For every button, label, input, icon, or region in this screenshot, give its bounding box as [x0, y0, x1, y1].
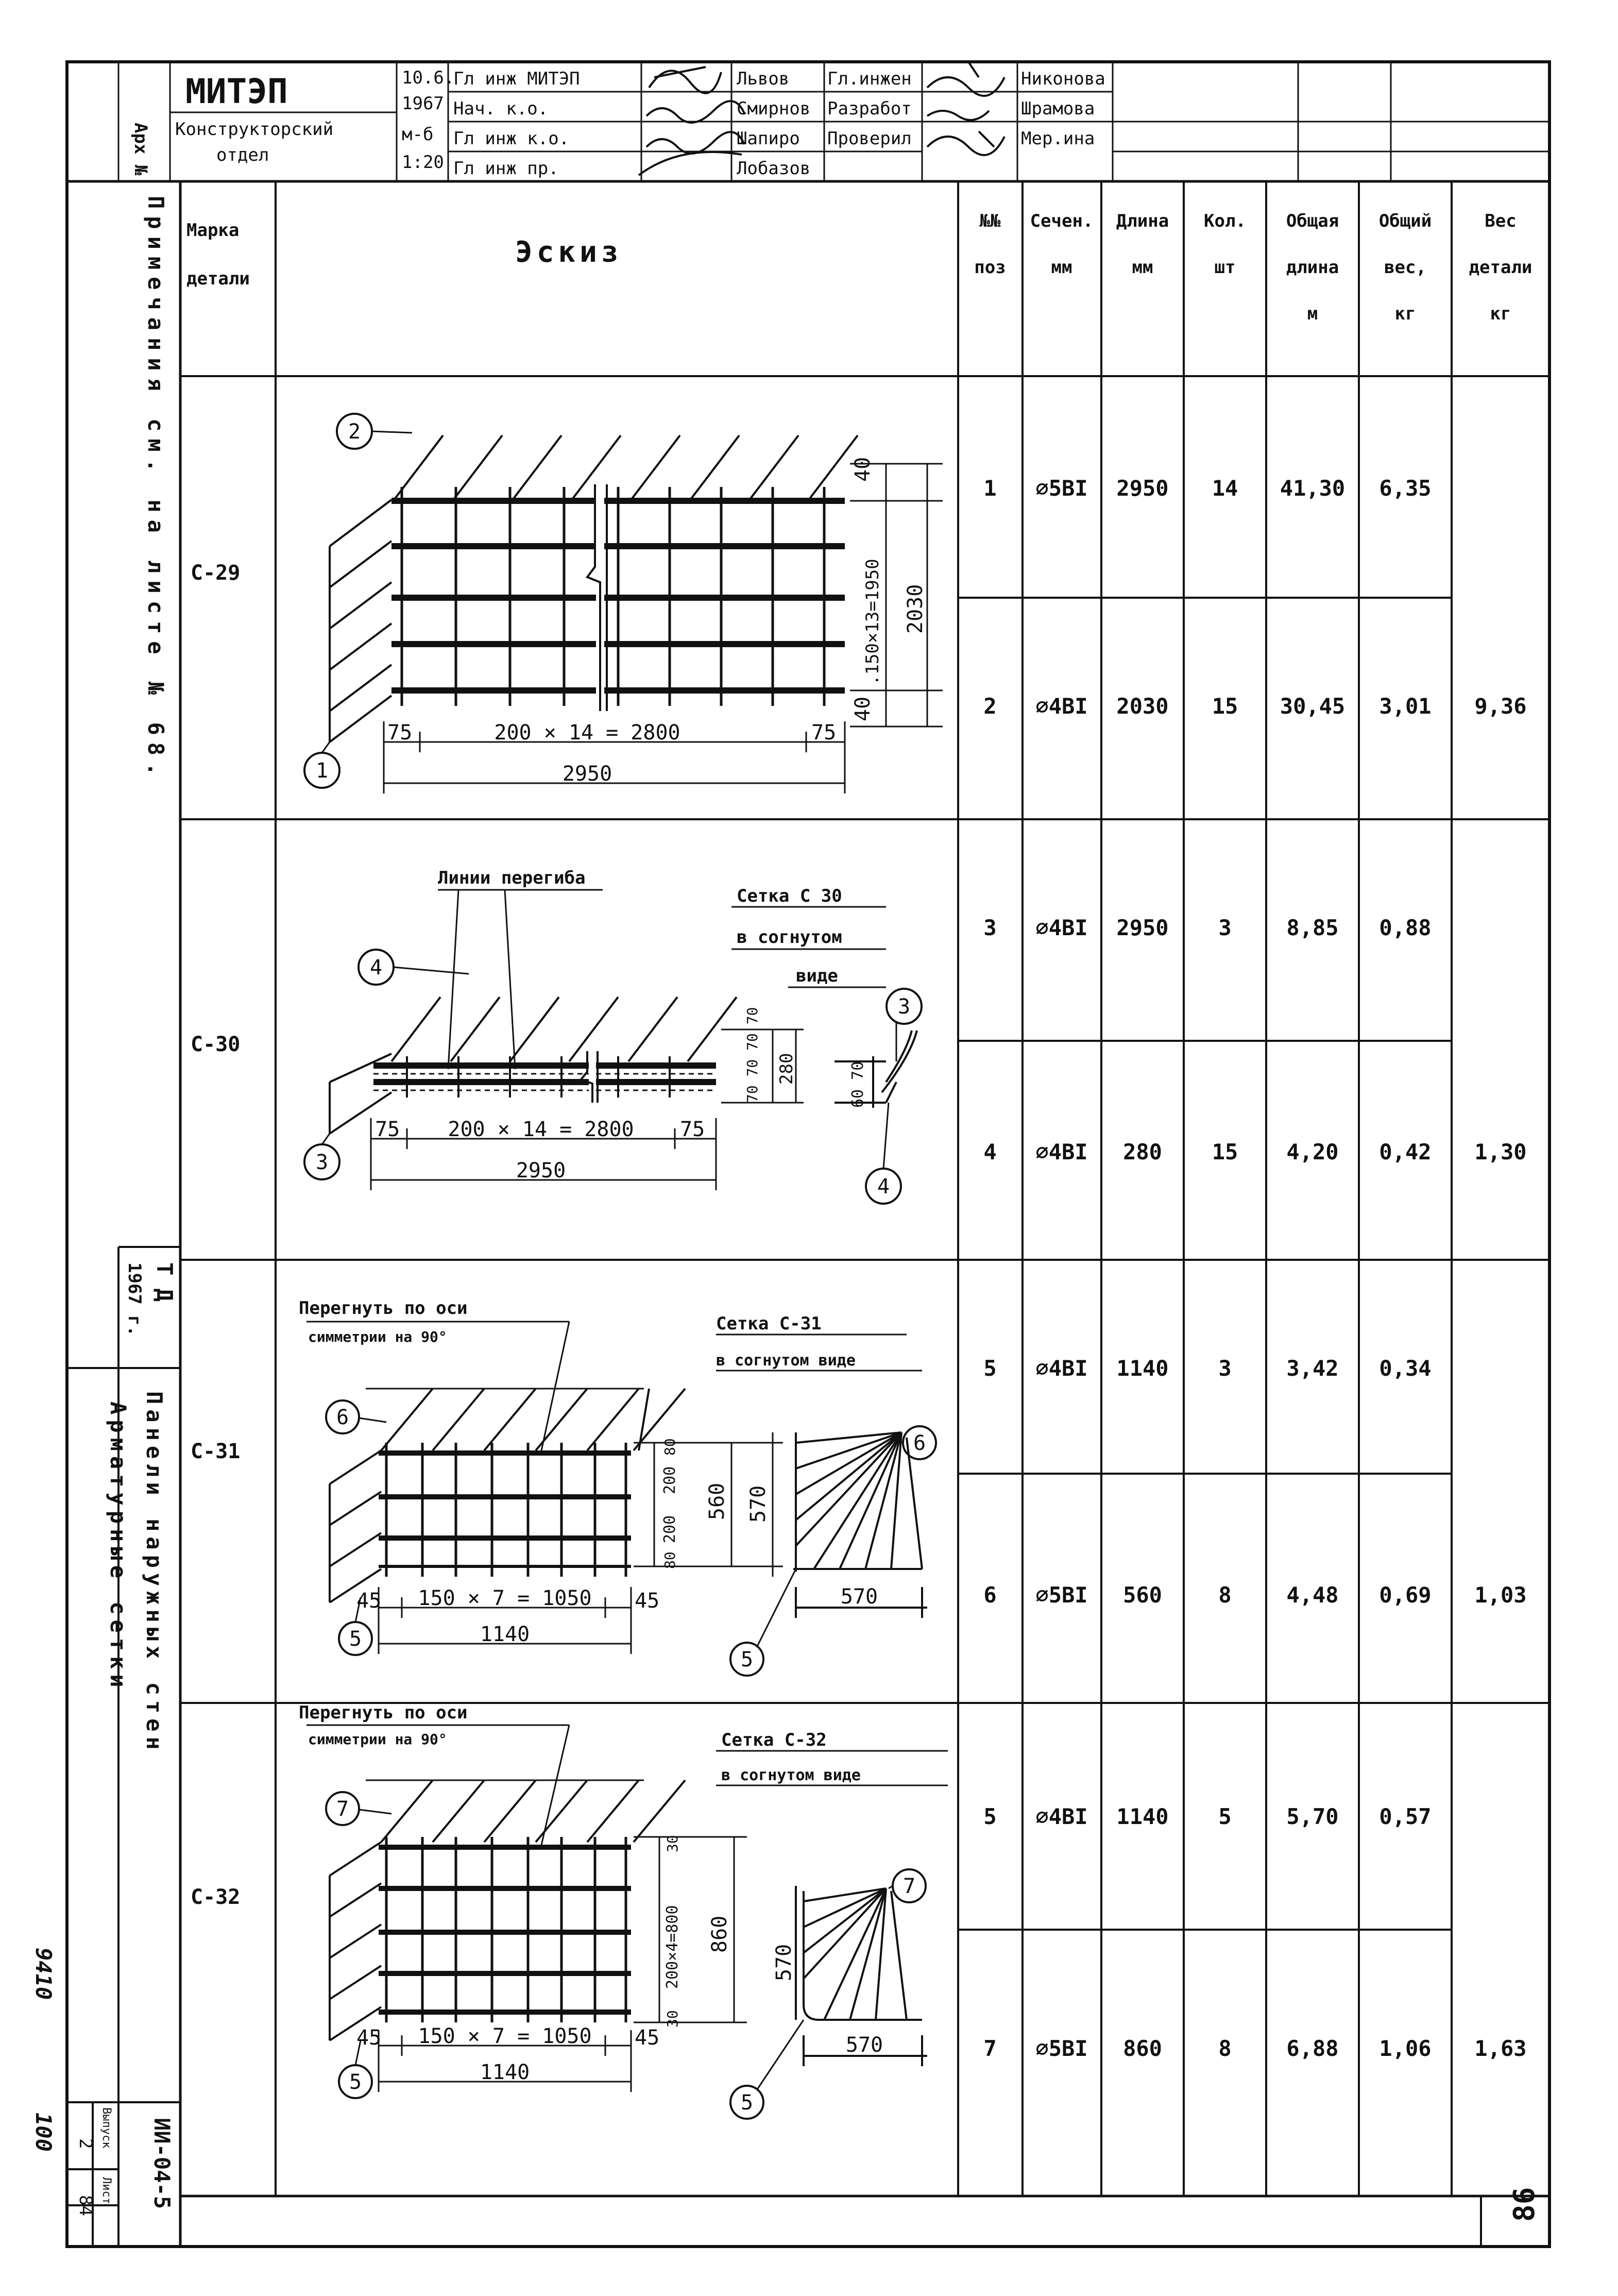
- cell-total-len-row-7: 5,70: [1286, 1804, 1339, 1829]
- cell-pos-row-1: 1: [983, 476, 997, 501]
- c29-dim-40-bottom: 40: [851, 696, 875, 721]
- cell-detail-wt-row-4: 1,30: [1474, 1139, 1527, 1164]
- name2-1: Никонова: [1021, 69, 1105, 89]
- cell-total-wt-row-4: 0,42: [1379, 1139, 1432, 1164]
- c32-dim-30-top: 30: [664, 1835, 681, 1852]
- arch-no-label: Арх №: [130, 123, 151, 176]
- c29-dim-main: 200 × 14 = 2800: [494, 721, 680, 745]
- list-value: 84: [75, 2195, 96, 2216]
- mark-c32: С-32: [191, 1885, 241, 1909]
- header-total-wt-3: кг: [1394, 303, 1416, 324]
- cell-total-len-row-5: 3,42: [1286, 1356, 1339, 1381]
- cell-pos-row-3: 3: [983, 915, 997, 940]
- callout-4-bottom: 4: [877, 1175, 890, 1198]
- sheet-code: м-б: [402, 124, 434, 145]
- c29-dim-75-left: 75: [387, 721, 413, 745]
- cell-pos-row-2: 2: [983, 694, 997, 719]
- callout-5-right-c32: 5: [740, 2091, 754, 2115]
- cell-pos-row-4: 4: [983, 1139, 997, 1164]
- date1: 10.6.: [402, 67, 455, 88]
- cell-total-len-row-1: 41,30: [1280, 476, 1346, 501]
- c32-dim-45-right: 45: [635, 2026, 660, 2050]
- callout-6-right: 6: [913, 1431, 926, 1455]
- header-length-1: Длина: [1116, 211, 1169, 231]
- header-detail-wt-3: кг: [1490, 303, 1511, 324]
- cell-length-row-7: 1140: [1116, 1804, 1169, 1829]
- callout-6-left: 6: [336, 1406, 349, 1429]
- cell-pos-row-8: 7: [983, 2036, 997, 2061]
- callout-3-right: 3: [897, 995, 911, 1019]
- cell-qty-row-7: 5: [1218, 1804, 1232, 1829]
- header-pos-1: №№: [979, 211, 1001, 231]
- cell-total-wt-row-6: 0,69: [1379, 1582, 1432, 1608]
- c32-dim-45-left: 45: [356, 2026, 382, 2050]
- c31-dim-45-left: 45: [356, 1589, 382, 1613]
- c32-note-2: симметрии на 90°: [308, 1731, 447, 1748]
- header-total-wt-1: Общий: [1378, 211, 1432, 231]
- cell-qty-row-4: 15: [1212, 1139, 1238, 1164]
- dept-line2: отдел: [216, 145, 269, 165]
- vypusk-value: 2: [75, 2138, 96, 2149]
- header-qty-2: шт: [1214, 257, 1236, 278]
- c32-title-2: в согнутом виде: [721, 1766, 861, 1784]
- callout-2: 2: [348, 420, 361, 444]
- cell-length-row-2: 2030: [1116, 694, 1169, 719]
- cell-length-row-6: 560: [1123, 1582, 1162, 1608]
- header-length-2: мм: [1132, 257, 1153, 278]
- cell-length-row-8: 860: [1123, 2036, 1162, 2061]
- name2-2: Шрамова: [1021, 98, 1095, 119]
- c31-title-1: Сетка С-31: [716, 1313, 822, 1334]
- cell-qty-row-1: 14: [1212, 476, 1238, 501]
- mark-c31: С-31: [191, 1440, 241, 1463]
- list-label: Лист: [100, 2177, 113, 2204]
- header-mark-1: Марка: [186, 220, 240, 241]
- sketch-c31: [306, 1322, 936, 1676]
- c29-dim-75-right: 75: [811, 721, 837, 745]
- cell-detail-wt-row-2: 9,36: [1474, 694, 1527, 719]
- c30-dim-height: 280: [776, 1053, 797, 1085]
- c29-dim-total: 2950: [562, 762, 612, 786]
- c32-dim-570-h: 570: [845, 2033, 883, 2057]
- c31-dim-80-top: 80: [661, 1438, 678, 1456]
- org-name: МИТЭП: [185, 72, 288, 111]
- cell-length-row-5: 1140: [1116, 1356, 1169, 1381]
- c32-dim-main: 150 × 7 = 1050: [418, 2024, 592, 2048]
- sheet-title-line1: Панели наружных стен: [142, 1391, 167, 1755]
- callout-5-right: 5: [740, 1648, 754, 1672]
- c32-dim-total: 1140: [480, 2061, 530, 2084]
- cell-pos-row-6: 6: [983, 1582, 997, 1608]
- callout-1: 1: [315, 759, 329, 783]
- cell-total-wt-row-3: 0,88: [1379, 915, 1432, 940]
- header-mark-2: детали: [186, 268, 250, 289]
- cell-length-row-3: 2950: [1116, 915, 1169, 940]
- c31-dim-total: 1140: [480, 1623, 530, 1646]
- cell-length-row-1: 2950: [1116, 476, 1169, 501]
- header-section-2: мм: [1051, 257, 1072, 278]
- cell-total-len-row-3: 8,85: [1286, 915, 1339, 940]
- header-pos-2: поз: [974, 257, 1006, 278]
- cell-section-row-1: ⌀5ВI: [1035, 476, 1088, 501]
- c30-dim-main: 200 × 14 = 2800: [448, 1118, 634, 1141]
- c31-note-2: симметрии на 90°: [308, 1328, 447, 1345]
- c30-dim-75-right: 75: [680, 1118, 705, 1141]
- callout-7-left: 7: [336, 1797, 349, 1821]
- header-sketch: Эскиз: [515, 235, 623, 269]
- c32-dim-30-bottom: 30: [664, 2010, 681, 2028]
- role-4: Гл инж пр.: [453, 158, 559, 179]
- header-total-wt-2: вес,: [1384, 257, 1426, 278]
- cell-section-row-6: ⌀5ВI: [1035, 1582, 1088, 1608]
- cell-qty-row-3: 3: [1218, 915, 1232, 940]
- cell-total-len-row-4: 4,20: [1286, 1139, 1339, 1164]
- vypusk-label: Выпуск: [100, 2107, 113, 2149]
- header-total-len-1: Общая: [1286, 211, 1339, 231]
- c31-title-2: в согнутом виде: [716, 1352, 856, 1370]
- c30-bend-lines-label: Линии перегиба: [438, 868, 586, 888]
- c29-dim-40-top: 40: [851, 457, 875, 482]
- cell-qty-row-6: 8: [1218, 1582, 1232, 1608]
- c29-dim-step: .150×13=1950: [862, 559, 883, 685]
- c31-dim-570-v: 570: [746, 1485, 770, 1523]
- callout-4-top: 4: [369, 956, 383, 980]
- cell-total-len-row-6: 4,48: [1286, 1582, 1339, 1608]
- name-2: Смирнов: [737, 98, 811, 119]
- c29-dim-height: 2030: [904, 584, 927, 634]
- header-detail-wt-2: детали: [1469, 257, 1532, 278]
- cell-qty-row-8: 8: [1218, 2036, 1232, 2061]
- spec-table-rows: [983, 476, 1526, 2061]
- cell-length-row-4: 280: [1123, 1139, 1162, 1164]
- c32-title-1: Сетка С-32: [721, 1730, 827, 1750]
- callout-3-left: 3: [315, 1151, 329, 1174]
- cell-total-wt-row-2: 3,01: [1379, 694, 1432, 719]
- notes-text: Примечания см. на листе № 68.: [143, 196, 168, 783]
- c32-note-1: Перегнуть по оси: [299, 1702, 468, 1723]
- sheet-title-line2: Арматурные сетки: [106, 1402, 131, 1693]
- cell-pos-row-5: 5: [983, 1356, 997, 1381]
- name2-3: Мер.ина: [1021, 128, 1095, 149]
- header-qty-1: Кол.: [1204, 211, 1246, 231]
- cell-total-wt-row-5: 0,34: [1379, 1356, 1432, 1381]
- role-2: Нач. к.о.: [453, 98, 549, 119]
- callout-7-right: 7: [902, 1875, 916, 1898]
- header-detail-wt-1: Вес: [1485, 211, 1517, 231]
- header-total-len-2: длина: [1286, 257, 1339, 278]
- header-total-len-3: м: [1307, 303, 1318, 324]
- name-4: Лобазов: [737, 158, 811, 179]
- name-1: Львов: [737, 69, 790, 89]
- inventory-number-2: 100: [31, 2113, 56, 2152]
- c32-dim-860: 860: [708, 1915, 731, 1953]
- cell-pos-row-7: 5: [983, 1804, 997, 1829]
- c30-title-1: Сетка С 30: [737, 886, 842, 906]
- cell-section-row-4: ⌀4ВI: [1035, 1139, 1088, 1164]
- inventory-number-1: 9410: [31, 1948, 56, 2000]
- c31-dim-main: 150 × 7 = 1050: [418, 1586, 592, 1610]
- c30-title-2: в согнутом: [737, 927, 842, 948]
- c31-dim-570-h: 570: [840, 1585, 878, 1609]
- callout-5-left: 5: [349, 1627, 362, 1651]
- role2-2: Разработ: [827, 98, 912, 119]
- series-code: ИИ-04-5: [149, 2118, 175, 2209]
- role2-3: Проверил: [827, 128, 912, 149]
- cell-section-row-8: ⌀5ВI: [1035, 2036, 1088, 2061]
- cell-qty-row-2: 15: [1212, 694, 1238, 719]
- cell-section-row-5: ⌀4ВI: [1035, 1356, 1088, 1381]
- c30-dim-75-left: 75: [375, 1118, 400, 1141]
- cell-detail-wt-row-8: 1,63: [1474, 2036, 1527, 2061]
- role2-1: Гл.инжен: [827, 69, 912, 89]
- c31-dim-200-a: 200: [661, 1466, 679, 1494]
- dept-line1: Конструкторский: [175, 119, 334, 140]
- page-number: 86: [1508, 2187, 1541, 2222]
- cell-section-row-2: ⌀4ВI: [1035, 694, 1088, 719]
- signatures: [639, 62, 1004, 175]
- c30-title-3: виде: [796, 966, 838, 986]
- c32-dim-step: 200×4=800: [663, 1905, 682, 1989]
- cell-section-row-3: ⌀4ВI: [1035, 915, 1088, 940]
- date2: 1967: [402, 93, 444, 114]
- cell-total-wt-row-8: 1,06: [1379, 2036, 1432, 2061]
- c31-dim-560: 560: [705, 1482, 729, 1520]
- callout-5-left-c32: 5: [349, 2070, 362, 2094]
- c31-dim-200-b: 200: [661, 1515, 679, 1543]
- role-3: Гл инж к.о.: [453, 128, 570, 149]
- cell-total-wt-row-1: 6,35: [1379, 476, 1432, 501]
- c32-dim-570-v: 570: [772, 1944, 796, 1981]
- header-section-1: Сечен.: [1030, 211, 1094, 231]
- td-label: Т Д: [152, 1262, 177, 1302]
- c31-dim-45-right: 45: [635, 1589, 660, 1613]
- cell-total-wt-row-7: 0,57: [1379, 1804, 1432, 1829]
- c31-note-1: Перегнуть по оси: [299, 1298, 468, 1319]
- cell-detail-wt-row-6: 1,03: [1474, 1582, 1527, 1608]
- name-3: Шапиро: [737, 128, 800, 149]
- td-year: 1967 г.: [124, 1262, 145, 1337]
- cell-qty-row-5: 3: [1218, 1356, 1232, 1381]
- scale: 1:20: [402, 152, 444, 173]
- cell-section-row-7: ⌀4ВI: [1035, 1804, 1088, 1829]
- c31-dim-80-bottom: 80: [661, 1551, 678, 1569]
- c30-dim-bent: 60 70: [849, 1061, 867, 1108]
- cell-total-len-row-2: 30,45: [1280, 694, 1346, 719]
- cell-total-len-row-8: 6,88: [1286, 2036, 1339, 2061]
- role-1: Гл инж МИТЭП: [453, 69, 580, 89]
- mark-c30: С-30: [191, 1033, 241, 1056]
- c30-dim-steps: 70 70 70 70: [744, 1007, 761, 1103]
- mark-c29: С-29: [191, 561, 241, 585]
- c30-dim-total: 2950: [516, 1159, 566, 1183]
